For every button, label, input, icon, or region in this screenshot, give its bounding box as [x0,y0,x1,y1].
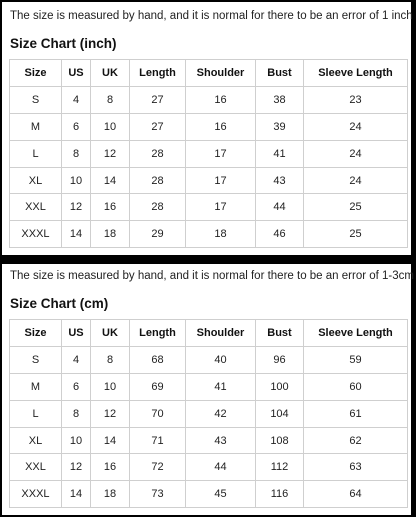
table-cell: 17 [186,194,256,221]
table-cell: M [10,113,62,140]
table-cell: 41 [256,140,304,167]
size-chart-inch-panel [2,2,411,255]
table-row [10,194,408,221]
table-cell: 44 [186,454,256,481]
size-chart-cm-panel [2,264,414,515]
table-cell: 12 [62,194,91,221]
table-row [10,140,408,167]
table-cell: 14 [91,167,130,194]
table-row [10,113,408,140]
table-body [10,86,408,247]
table-cell: 16 [91,194,130,221]
table-cell: 70 [130,400,186,427]
table-cell: 23 [304,86,408,113]
table-row [10,481,408,508]
table-cell: XXL [10,194,62,221]
table-cell: XXXL [10,481,62,508]
table-row [10,167,408,194]
table-cell: 116 [256,481,304,508]
table-cell: XXL [10,454,62,481]
table-cell: 60 [304,373,408,400]
chart-title: Size Chart (cm) [10,296,109,311]
table-cell: 24 [304,113,408,140]
size-table-inch [9,59,408,248]
column-header: Bust [256,60,304,87]
table-cell: 27 [130,113,186,140]
table-cell: 62 [304,427,408,454]
table-cell: 72 [130,454,186,481]
table-cell: 8 [62,400,91,427]
table-cell: 12 [62,454,91,481]
table-cell: 61 [304,400,408,427]
table-body [10,346,408,507]
table-cell: 44 [256,194,304,221]
table-cell: 42 [186,400,256,427]
table-cell: 4 [62,86,91,113]
table-cell: 41 [186,373,256,400]
table-cell: 28 [130,140,186,167]
column-header: UK [91,320,130,347]
table-cell: 4 [62,346,91,373]
table-cell: 43 [256,167,304,194]
table-cell: XL [10,427,62,454]
table-cell: 63 [304,454,408,481]
column-header: Length [130,60,186,87]
column-header: Size [10,60,62,87]
table-cell: 10 [62,427,91,454]
table-cell: 25 [304,221,408,248]
column-header: Size [10,320,62,347]
table-cell: 68 [130,346,186,373]
table-cell: XXXL [10,221,62,248]
table-cell: 38 [256,86,304,113]
table-row [10,346,408,373]
table-row [10,454,408,481]
table-row [10,86,408,113]
table-header [10,320,408,347]
table-cell: L [10,400,62,427]
table-cell: 18 [91,221,130,248]
table-cell: 16 [186,86,256,113]
table-cell: 100 [256,373,304,400]
table-cell: 10 [62,167,91,194]
table-cell: 16 [91,454,130,481]
table-cell: XL [10,167,62,194]
column-header: Length [130,320,186,347]
table-cell: 10 [91,373,130,400]
table-cell: 73 [130,481,186,508]
table-cell: 28 [130,167,186,194]
table-cell: 8 [91,86,130,113]
table-cell: S [10,346,62,373]
size-table-cm [9,319,408,508]
table-row [10,400,408,427]
chart-title: Size Chart (inch) [10,36,117,51]
table-cell: 108 [256,427,304,454]
table-cell: 45 [186,481,256,508]
table-cell: 16 [186,113,256,140]
table-cell: 18 [186,221,256,248]
measurement-note: The size is measured by hand, and it is normal for there to be an error of 1 inch [10,10,413,22]
table-row [10,221,408,248]
table-cell: M [10,373,62,400]
header-row [10,320,408,347]
table-cell: 39 [256,113,304,140]
table-cell: 28 [130,194,186,221]
table-cell: 6 [62,113,91,140]
table-cell: 25 [304,194,408,221]
table-cell: 17 [186,167,256,194]
table-cell: 10 [91,113,130,140]
table-cell: 6 [62,373,91,400]
column-header: UK [91,60,130,87]
header-row [10,60,408,87]
table-cell: 96 [256,346,304,373]
table-cell: S [10,86,62,113]
column-header: Shoulder [186,60,256,87]
table-cell: 46 [256,221,304,248]
table-cell: 69 [130,373,186,400]
table-cell: L [10,140,62,167]
table-cell: 14 [91,427,130,454]
table-cell: 24 [304,140,408,167]
table-cell: 17 [186,140,256,167]
table-cell: 12 [91,140,130,167]
column-header: US [62,60,91,87]
table-cell: 112 [256,454,304,481]
table-row [10,427,408,454]
table-header [10,60,408,87]
table-cell: 27 [130,86,186,113]
table-cell: 43 [186,427,256,454]
table-cell: 18 [91,481,130,508]
measurement-note: The size is measured by hand, and it is normal for there to be an error of 1-3cm [10,270,414,282]
table-cell: 14 [62,221,91,248]
column-header: Bust [256,320,304,347]
table-cell: 8 [91,346,130,373]
table-cell: 71 [130,427,186,454]
table-cell: 8 [62,140,91,167]
table-cell: 104 [256,400,304,427]
table-cell: 59 [304,346,408,373]
column-header: Shoulder [186,320,256,347]
table-row [10,373,408,400]
table-cell: 12 [91,400,130,427]
table-cell: 40 [186,346,256,373]
column-header: Sleeve Length [304,60,408,87]
table-cell: 29 [130,221,186,248]
column-header: Sleeve Length [304,320,408,347]
table-cell: 24 [304,167,408,194]
column-header: US [62,320,91,347]
table-cell: 14 [62,481,91,508]
table-cell: 64 [304,481,408,508]
